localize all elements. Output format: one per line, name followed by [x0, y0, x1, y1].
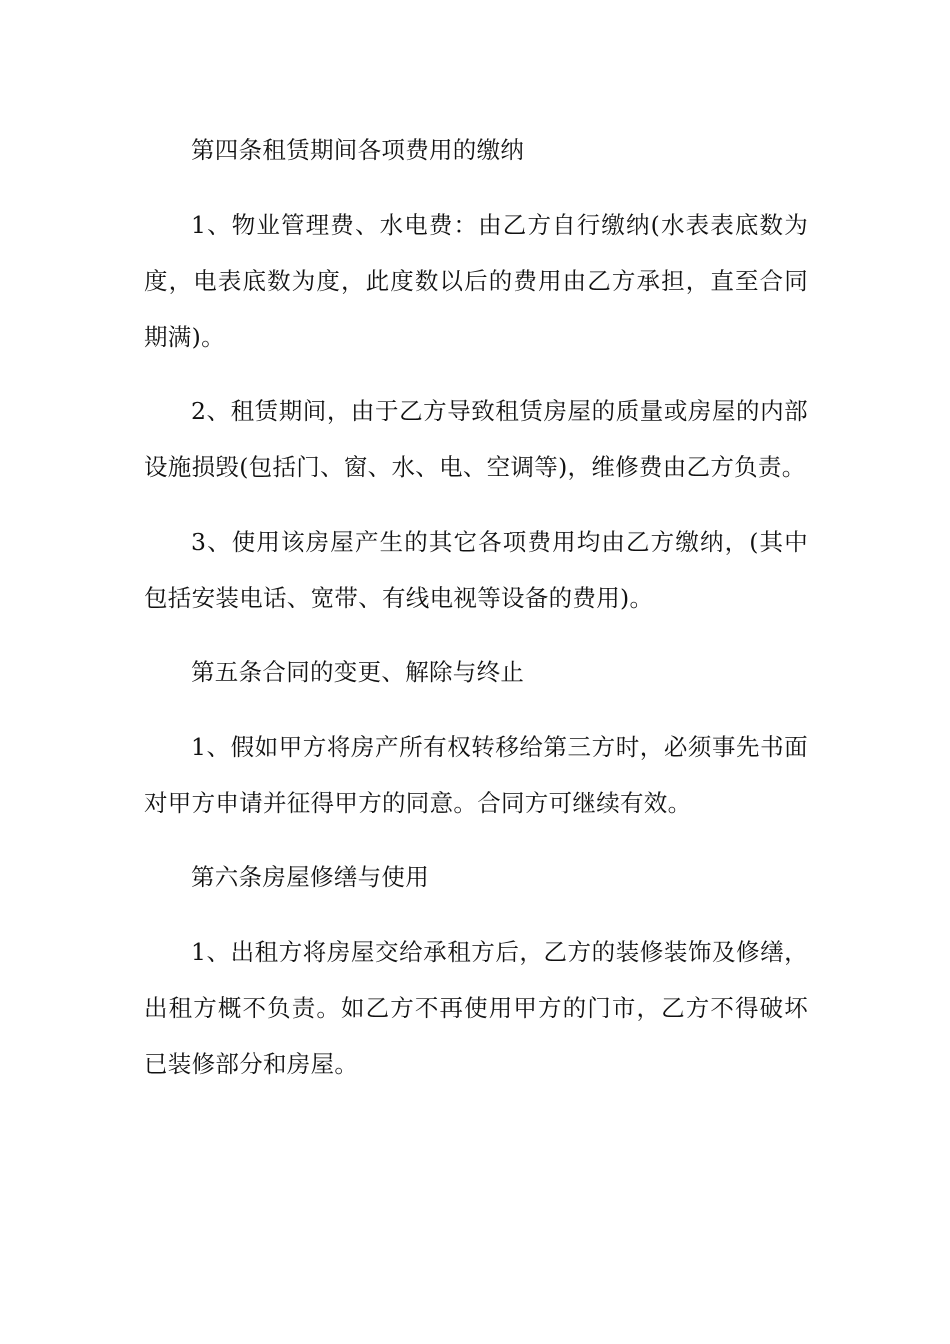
article-4-heading: 第四条租赁期间各项费用的缴纳: [191, 136, 525, 164]
article-4-clause-2: 2、租赁期间，由于乙方导致租赁房屋的质量或房屋的内部设施损毁(包括门、窗、水、电、空调等)，维修费由乙方负责。: [144, 397, 808, 481]
article-5-clause-1: 1、假如甲方将房产所有权转移给第三方时，必须事先书面对甲方申请并征得甲方的同意。合同方可继续有效。: [144, 732, 808, 817]
article-5-heading: 第五条合同的变更、解除与终止: [191, 658, 525, 686]
document-body: [144, 122, 808, 1110]
article-4-clause-3: 3、使用该房屋产生的其它各项费用均由乙方缴纳，(其中包括安装电话、宽带、有线电视等设备的费用)。: [144, 527, 808, 612]
article-6-clause-1: 1、出租方将房屋交给承租方后，乙方的装修装饰及修缮，出租方概不负责。如乙方不再使用甲方的门市，乙方不得破坏已装修部分和房屋。: [144, 937, 808, 1078]
article-6-heading: 第六条房屋修缮与使用: [191, 863, 429, 891]
article-4-clause-1: 1、物业管理费、水电费：由乙方自行缴纳(水表表底数为度，电表底数为度，此度数以后的费用由乙方承担，直至合同期满)。: [144, 210, 808, 351]
